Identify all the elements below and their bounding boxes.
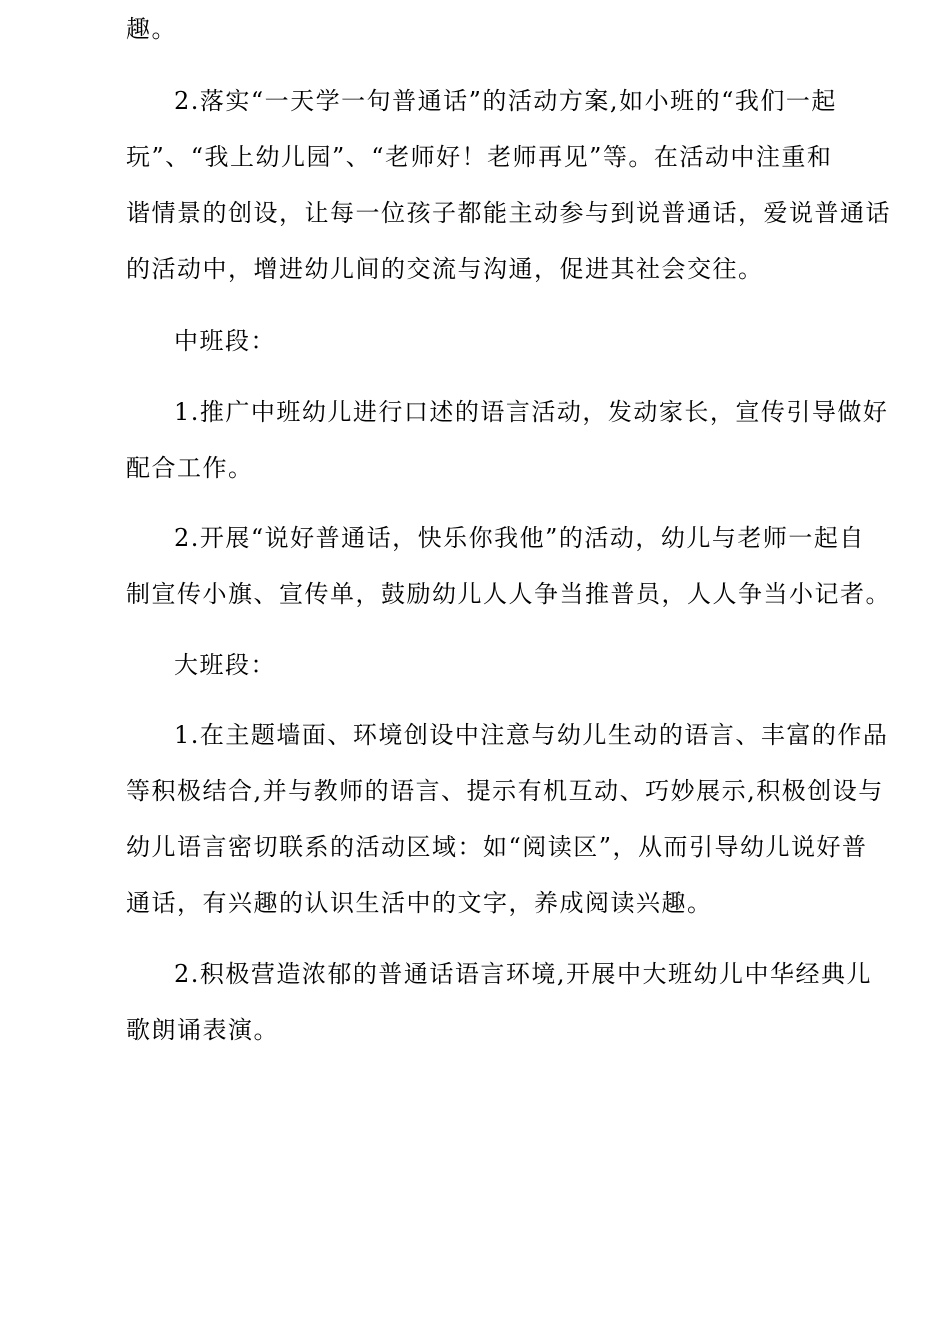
text-line: 配合工作。 [126, 454, 254, 482]
text-line: 2.开展“说好普通话，快乐你我他”的活动，幼儿与老师一起自 [174, 524, 865, 552]
text-line: 2.落实“一天学一句普通话”的活动方案,如小班的“我们一起 [174, 87, 837, 115]
text-line: 2.积极营造浓郁的普通话语言环境,开展中大班幼儿中华经典儿 [174, 960, 873, 988]
text-line: 谐情景的创设，让每一位孩子都能主动参与到说普通话，爱说普通话 [126, 199, 891, 227]
text-line: 等积极结合,并与教师的语言、提示有机互动、巧妙展示,积极创设与 [126, 777, 884, 805]
text-line: 1.在主题墙面、环境创设中注意与幼儿生动的语言、丰富的作品 [174, 721, 889, 749]
text-line: 玩”、“我上幼儿园”、“老师好！老师再见”等。在活动中注重和 [126, 143, 833, 171]
section-heading: 中班段： [174, 327, 276, 355]
text-line: 的活动中，增进幼儿间的交流与沟通，促进其社会交往。 [126, 255, 764, 283]
text-line: 趣。 [126, 15, 177, 43]
text-line: 制宣传小旗、宣传单，鼓励幼儿人人争当推普员，人人争当小记者。 [126, 580, 891, 608]
text-line: 幼儿语言密切联系的活动区域：如“阅读区”，从而引导幼儿说好普 [126, 833, 868, 861]
text-line: 歌朗诵表演。 [126, 1016, 279, 1044]
text-line: 1.推广中班幼儿进行口述的语言活动，发动家长，宣传引导做好 [174, 398, 889, 426]
text-line: 通话，有兴趣的认识生活中的文字，养成阅读兴趣。 [126, 889, 713, 917]
section-heading: 大班段： [174, 651, 276, 679]
